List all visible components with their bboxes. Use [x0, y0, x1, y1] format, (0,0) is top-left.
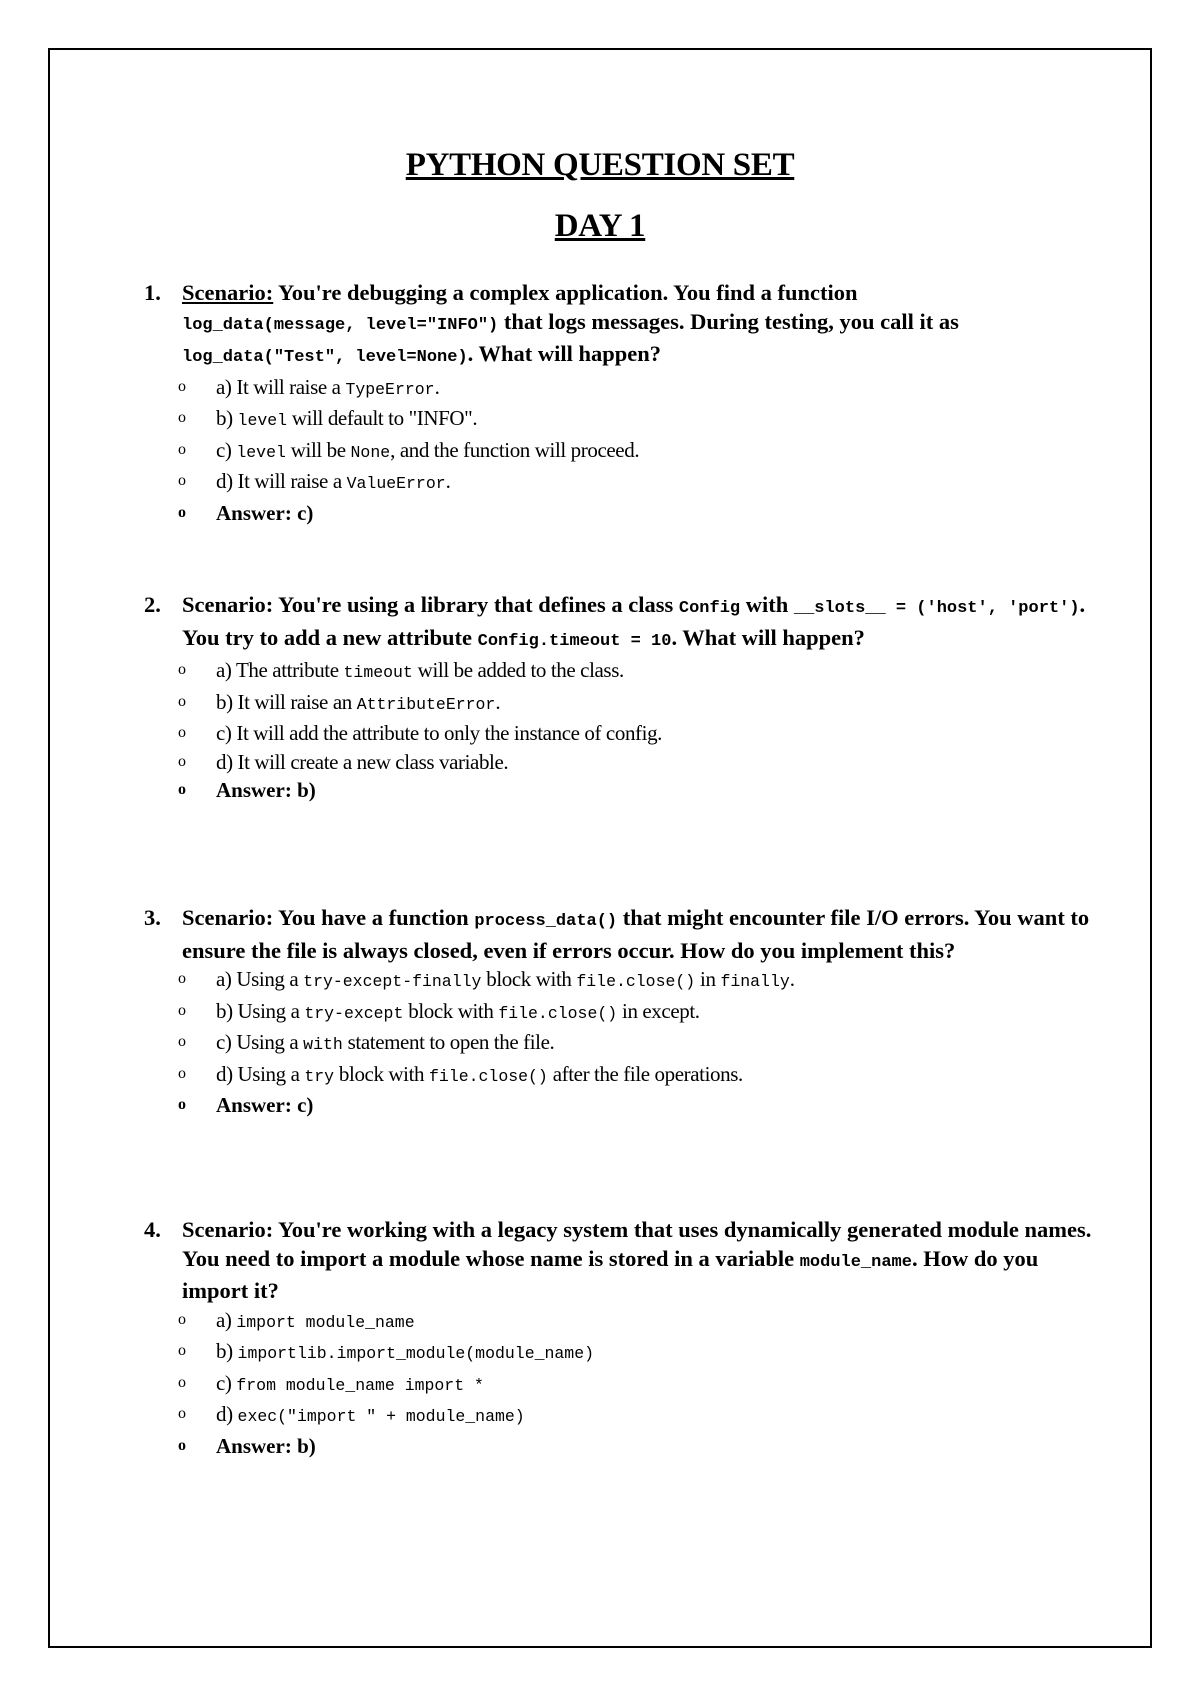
bullet: o	[178, 1310, 186, 1328]
question-text	[182, 1216, 1094, 1306]
code-snippet: __slots__ = ('host', 'port')	[793, 599, 1080, 618]
option-code: import module_name	[236, 1312, 415, 1332]
option-b	[178, 404, 1094, 436]
bullet: o	[178, 1096, 186, 1113]
code-snippet: module_name	[799, 1252, 912, 1272]
scenario-label: Scenario:	[182, 905, 274, 930]
option-code: exec("import " + module_name)	[237, 1407, 525, 1426]
option-code: finally	[720, 972, 790, 991]
question-4	[144, 1216, 1094, 1460]
bullet: o	[178, 970, 186, 987]
option-text: .	[789, 967, 795, 991]
option-text: in	[695, 967, 721, 991]
question-4-stem	[144, 1216, 1094, 1306]
bullet: o	[178, 377, 186, 395]
option-b	[178, 997, 1094, 1029]
option-text: c) It will add the attribute to only the instance of config.	[216, 721, 663, 745]
question-number: 2.	[144, 592, 161, 617]
option-code: ValueError	[346, 474, 446, 493]
answer	[178, 499, 1094, 528]
bullet: o	[178, 1342, 186, 1359]
options-list	[144, 965, 1094, 1120]
option-text: c)	[216, 437, 237, 462]
option-code: importlib.import_module(module_name)	[237, 1344, 595, 1363]
scenario-label: Scenario:	[182, 280, 274, 305]
bullet: o	[178, 781, 186, 798]
answer	[178, 776, 1094, 805]
options-list	[144, 656, 1094, 805]
option-text: .	[445, 469, 451, 493]
answer-text: Answer: b)	[216, 1433, 316, 1458]
bullet: o	[178, 1033, 186, 1050]
option-text: will be added to the class.	[412, 658, 624, 682]
bullet: o	[178, 661, 186, 678]
option-code: file.close()	[576, 972, 696, 991]
stem-text: You're debugging a complex application. You find a function	[273, 280, 858, 305]
option-d	[178, 1400, 1094, 1432]
bullet: o	[178, 724, 186, 741]
option-d	[178, 748, 1094, 777]
answer-text: Answer: b)	[216, 778, 316, 802]
bullet: o	[178, 1405, 186, 1422]
question-2	[144, 591, 1094, 805]
page-subtitle: DAY 1	[554, 208, 646, 244]
option-code: try-except	[304, 1003, 404, 1023]
stem-text: that might encounter file I/O errors. You want to ensure the file is always closed, even if errors occur. How do you implement this?	[182, 905, 1090, 963]
option-a	[178, 656, 1094, 688]
option-text: d) Using a	[216, 1061, 305, 1086]
option-code: AttributeError	[356, 694, 496, 714]
option-d	[178, 467, 1094, 499]
question-number: 4.	[144, 1217, 161, 1242]
question-text	[182, 904, 1094, 965]
question-number: 3.	[144, 905, 161, 930]
option-text: after the file operations.	[547, 1061, 743, 1086]
option-a	[178, 1306, 1094, 1338]
stem-text: . What will happen?	[467, 341, 662, 366]
option-text: .	[434, 374, 440, 399]
bullet: o	[178, 1001, 186, 1019]
option-code: file.close()	[429, 1066, 548, 1086]
stem-text: You're working with a legacy system that uses dynamically generated module names. You need to import a module whose name is stored in a variable	[182, 1217, 1092, 1271]
question-2-stem	[144, 591, 1094, 656]
option-code: try-except-finally	[303, 972, 482, 991]
page-title: PYTHON QUESTION SET	[405, 147, 795, 183]
bullet: o	[178, 752, 186, 770]
option-text: will be	[285, 437, 351, 462]
question-text	[182, 279, 1094, 373]
option-text: , and the function will proceed.	[390, 437, 640, 462]
stem-text: . What will happen?	[671, 624, 865, 650]
answer-text: Answer: c)	[216, 500, 314, 525]
scenario-label: Scenario:	[182, 1217, 274, 1242]
option-text: in except.	[617, 998, 700, 1023]
bullet: o	[178, 440, 186, 458]
bullet: o	[178, 1436, 186, 1454]
option-code: TypeError	[345, 379, 435, 399]
bullet: o	[178, 1373, 186, 1391]
bullet: o	[178, 472, 186, 489]
stem-text: with	[740, 592, 794, 617]
stem-text: You're using a library that defines a class	[273, 592, 679, 617]
option-a	[178, 965, 1094, 997]
stem-text: You have a function	[273, 905, 475, 930]
option-code: try	[304, 1066, 335, 1086]
options-list	[144, 1306, 1094, 1461]
option-code: with	[303, 1035, 343, 1054]
option-text: d)	[216, 1402, 238, 1426]
option-text: statement to open the file.	[342, 1030, 555, 1054]
code-snippet: log_data(message, level="INFO")	[182, 315, 499, 335]
option-b	[178, 688, 1094, 720]
option-c	[178, 1369, 1094, 1401]
bullet: o	[178, 1064, 186, 1082]
options-list	[144, 373, 1094, 528]
option-text: b)	[216, 406, 238, 430]
option-c	[178, 1028, 1094, 1060]
option-text: block with	[334, 1061, 430, 1086]
stem-text: . How do you import it?	[182, 1245, 1039, 1303]
option-text: b)	[216, 1339, 238, 1363]
stem-text: that logs messages. During testing, you call it as	[498, 308, 959, 334]
bullet: o	[178, 692, 186, 710]
option-text: a)	[216, 1307, 237, 1332]
option-text: will default to "INFO".	[287, 406, 478, 430]
question-number: 1.	[144, 280, 161, 305]
answer	[178, 1091, 1094, 1120]
code-snippet: log_data("Test", level=None)	[182, 348, 468, 367]
option-code: None	[350, 442, 391, 462]
code-snippet: process_data()	[474, 912, 618, 931]
code-snippet: Config	[678, 599, 741, 618]
option-text: block with	[403, 998, 499, 1023]
question-3-stem	[144, 904, 1094, 965]
option-b	[178, 1337, 1094, 1369]
option-code: timeout	[343, 663, 413, 682]
bullet: o	[178, 409, 186, 426]
option-text: c)	[216, 1370, 237, 1395]
option-text: a) The attribute	[216, 658, 344, 682]
option-text: block with	[481, 967, 577, 991]
option-text: a) Using a	[216, 967, 304, 991]
option-text: a) It will raise a	[216, 374, 346, 399]
option-text: b) It will raise an	[216, 689, 357, 714]
option-code: file.close()	[498, 1003, 618, 1023]
option-d	[178, 1060, 1094, 1092]
question-3	[144, 904, 1094, 1120]
option-a	[178, 373, 1094, 405]
option-code: from module_name import *	[236, 1375, 484, 1395]
option-c	[178, 436, 1094, 468]
question-1	[144, 279, 1094, 527]
answer	[178, 1432, 1094, 1461]
question-1-stem	[144, 279, 1094, 373]
option-text: c) Using a	[216, 1030, 304, 1054]
answer-text: Answer: c)	[216, 1093, 314, 1117]
option-text: d) It will raise a	[216, 469, 347, 493]
option-code: level	[236, 442, 286, 462]
scenario-label: Scenario:	[182, 592, 274, 617]
question-text	[182, 591, 1094, 656]
option-c	[178, 719, 1094, 748]
option-text: d) It will create a new class variable.	[216, 749, 509, 774]
stem-text: . You try to add a new attribute	[182, 592, 1086, 650]
option-text: b) Using a	[216, 998, 305, 1023]
option-text: .	[495, 689, 501, 714]
option-code: level	[237, 411, 288, 430]
bullet: o	[178, 503, 186, 521]
code-snippet: Config.timeout = 10	[477, 631, 672, 651]
